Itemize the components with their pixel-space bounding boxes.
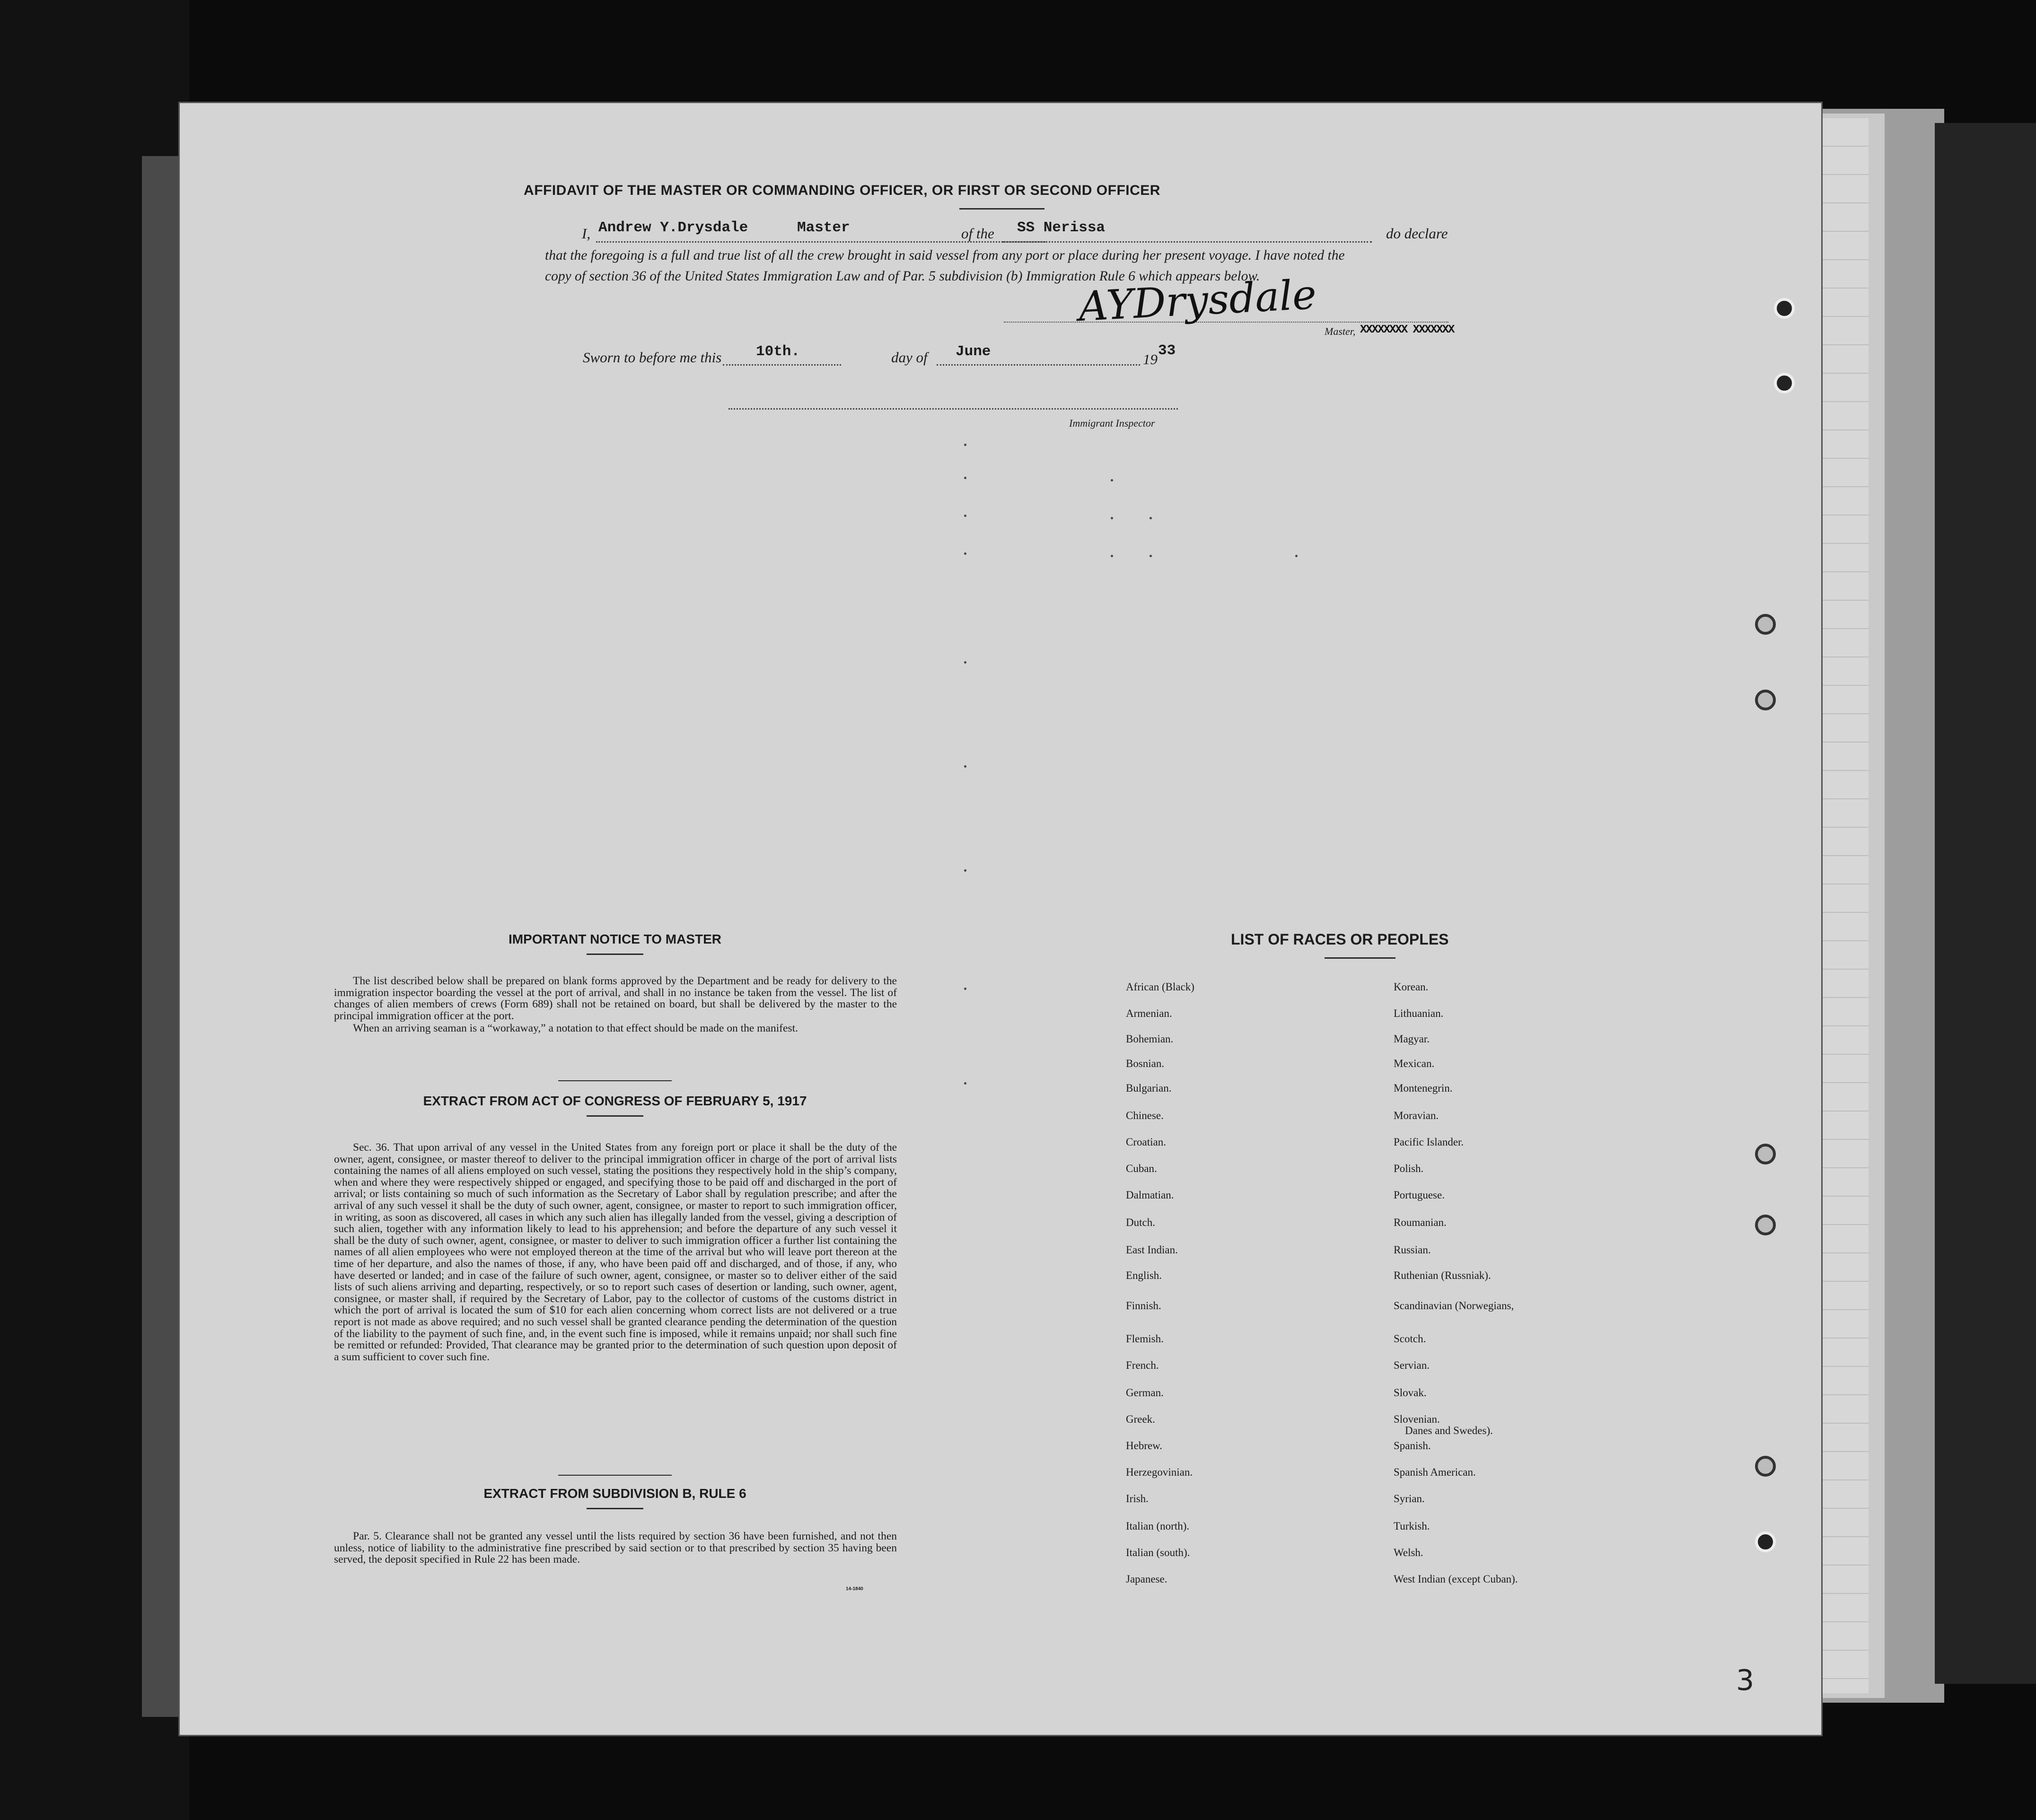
day-of-label: day of (891, 349, 928, 366)
race-entry: Slovak. (1394, 1387, 1427, 1399)
punch-hole (1755, 614, 1776, 635)
faint-mark (1295, 555, 1298, 557)
act-extract-rule (587, 1115, 643, 1117)
race-entry: Dalmatian. (1126, 1189, 1174, 1201)
race-entry: Slovenian. (1394, 1413, 1440, 1425)
race-entry: Servian. (1394, 1359, 1430, 1371)
affidavit-line-3: copy of section 36 of the United States Immigration Law and of Par. 5 subdivision (b) Immigration Rule 6 which appears below. (545, 269, 1260, 284)
punch-hole (1755, 1215, 1776, 1235)
races-rule (1325, 957, 1395, 959)
ledger-sheet-edge (1817, 118, 1869, 1693)
race-entry: Roumanian. (1394, 1216, 1447, 1228)
faint-mark (1111, 555, 1113, 557)
race-entry: German. (1126, 1387, 1164, 1399)
punch-hole (1755, 1531, 1776, 1552)
faint-mark (1111, 479, 1113, 481)
race-entry: Welsh. (1394, 1547, 1423, 1558)
race-entry: Bosnian. (1126, 1058, 1165, 1069)
race-entry: Dutch. (1126, 1216, 1155, 1228)
race-entry: Spanish American. (1394, 1466, 1476, 1478)
faint-mark (964, 869, 966, 872)
race-entry: Japanese. (1126, 1573, 1167, 1585)
sworn-day-line (723, 364, 841, 366)
race-entry: West Indian (except Cuban). (1394, 1573, 1518, 1585)
race-entry: Montenegrin. (1394, 1082, 1453, 1094)
race-entry: French. (1126, 1359, 1159, 1371)
race-entry: Italian (south). (1126, 1547, 1190, 1558)
affidavit-title: AFFIDAVIT OF THE MASTER OR COMMANDING OFFICER, OR FIRST OR SECOND OFFICER (524, 183, 1160, 198)
faint-mark (964, 477, 966, 479)
race-entry: Polish. (1394, 1163, 1424, 1174)
faint-mark (964, 765, 966, 768)
race-entry: Mexican. (1394, 1058, 1435, 1069)
year-suffix: 33 (1158, 342, 1176, 359)
section-36-text: Sec. 36. That upon arrival of any vessel in the United States from any foreign port or place it shall be the duty of the owner, agent, consignee, or master thereof to deliver to the principal immigration officer in charge of the port of arrival lists containing the names of all aliens employed on such vessel, stating the positions they respectively hold in the ship’s company, when and where they were respectively shipped or engaged, and specifying those to be paid off and discharged in the port of arrival; or lists containing so much of such information as the Secretary of Labor shall by regulation prescribe; and after the arrival of any such vessel it shall be the duty of such owner, agent, consignee, or master to report to such immigration officer, in writing, as soon as discovered, all cases in which any such alien has illegally landed from the vessel, giving a description of such alien, together with any information likely to lead to his apprehension; and before the departure of any such vessel it shall be the duty of such owner, agent, consignee, or master to deliver to such immigration officer a further list containing the names of all alien employees who were not employed thereon at the time of the arrival but who will leave port thereon at the time of her departure, and also the names of those, if any, who have been paid off and discharged, and of those, if any, who have deserted or landed; and in case of the failure of such owner, agent, consignee, or master so to deliver either of the said lists of such aliens arriving and departing, respectively, or so to report such cases of desertion or landing, such owner, agent, consignee, or master shall, if required by the Secretary of Labor, pay to the collector of customs of the customs district in which the port of arrival is located the sum of $10 for each alien concerning whom correct lists are not delivered or a true report is not made as above required; and no such vessel shall be granted clearance pending the determination of the question of the liability to the payment of such fine, and, in the event such fine is imposed, while it remains unpaid; nor shall such fine be remitted or refunded: Provided, That clearance may be granted prior to the determination of such question upon deposit of a sum sufficient to cover such fine. (334, 1141, 897, 1363)
races-title: LIST OF RACES OR PEOPLES (1231, 931, 1449, 948)
punch-hole (1774, 298, 1795, 319)
binder-right-edge (1935, 123, 2036, 1684)
inspector-signature-line (728, 408, 1178, 410)
do-declare-label: do declare (1386, 225, 1448, 242)
backing-sheet-left (142, 156, 180, 1717)
sworn-day: 10th. (756, 343, 800, 360)
race-entry: Moravian. (1394, 1110, 1439, 1121)
race-entry: Cuban. (1126, 1163, 1157, 1174)
race-entry: Portuguese. (1394, 1189, 1445, 1201)
race-entry: African (Black) (1126, 981, 1194, 993)
race-entry: Greek. (1126, 1413, 1155, 1425)
race-entry: Korean. (1394, 981, 1429, 993)
race-entry: Russian. (1394, 1244, 1431, 1256)
master-name: Andrew Y.Drysdale (598, 219, 748, 236)
title-rule (959, 208, 1044, 210)
of-the-label: of the (961, 225, 994, 242)
punch-hole (1755, 1456, 1776, 1477)
year-prefix: 19 (1143, 351, 1158, 368)
race-entry: Bulgarian. (1126, 1082, 1172, 1094)
race-entry: Hebrew. (1126, 1440, 1163, 1452)
affidavit-line-2: that the foregoing is a full and true list of all the crew brought in said vessel from any port or place during her present voyage. I have noted the (545, 248, 1345, 263)
manifest-page (180, 103, 1821, 1735)
race-entry: Flemish. (1126, 1333, 1164, 1345)
race-entry: Spanish. (1394, 1440, 1431, 1452)
faint-mark (964, 988, 966, 990)
struck-out-rank: XXXXXXXX XXXXXXX (1360, 324, 1454, 336)
race-entry: Magyar. (1394, 1033, 1430, 1045)
race-entry: Herzegovinian. (1126, 1466, 1193, 1478)
race-entry: Turkish. (1394, 1520, 1430, 1532)
punch-hole (1774, 373, 1795, 394)
par-5-text: Par. 5. Clearance shall not be granted any vessel until the lists required by section 36 have been furnished, and not then unless, notice of liability to the administrative fine prescribed by said section or to that prescribed by section 35 having been served, the deposit specified in Rule 22 has been made. (334, 1530, 897, 1566)
race-entry: Chinese. (1126, 1110, 1164, 1121)
faint-mark (964, 515, 966, 517)
race-entry: Irish. (1126, 1493, 1149, 1505)
race-entry: Ruthenian (Russniak). (1394, 1269, 1491, 1281)
affidavit-prefix: I, (582, 225, 591, 242)
rule-extract-rule (587, 1508, 643, 1509)
race-entry: Syrian. (1394, 1493, 1425, 1505)
notice-paragraph-1: The list described below shall be prepared on blank forms approved by the Department and be ready for delivery to the immigration inspector boarding the vessel at the port of arrival, and shall in no instance be taken from the vessel. The list of changes of alien members of crews (Form 689) shall not be retained on board, but shall be delivered by the master to the principal immigration officer at the port. (334, 975, 897, 1022)
master-rank: Master (797, 219, 850, 236)
race-entry: Pacific Islander. (1394, 1136, 1464, 1148)
master-label: Master, (1325, 325, 1356, 337)
sworn-month: June (956, 343, 991, 360)
race-entry: East Indian. (1126, 1244, 1178, 1256)
faint-mark (1111, 517, 1113, 519)
sworn-month-line (937, 364, 1140, 366)
act-end-rule (558, 1475, 672, 1476)
race-entry: English. (1126, 1269, 1162, 1281)
race-entry: Italian (north). (1126, 1520, 1190, 1532)
faint-mark (964, 444, 966, 446)
faint-mark (964, 552, 966, 555)
race-entry: Scandinavian (Norwegians, (1394, 1300, 1514, 1312)
master-signature: AYDrysdale (1077, 271, 1318, 331)
faint-mark (964, 1082, 966, 1085)
notice-rule (587, 954, 643, 955)
faint-mark (1150, 517, 1152, 519)
act-extract-title: EXTRACT FROM ACT OF CONGRESS OF FEBRUARY 5, 1917 (423, 1094, 807, 1108)
race-entry: Finnish. (1126, 1300, 1161, 1312)
pencil-page-number: 3 (1736, 1664, 1755, 1697)
notice-paragraph-2: When an arriving seaman is a “workaway,” a notation to that effect should be made on the manifest. (353, 1022, 798, 1034)
rule-extract-title: EXTRACT FROM SUBDIVISION B, RULE 6 (483, 1486, 746, 1501)
vessel-name: SS Nerissa (1017, 219, 1106, 236)
race-entry: Lithuanian. (1394, 1007, 1444, 1019)
notice-end-rule (558, 1080, 672, 1081)
punch-hole (1755, 1144, 1776, 1164)
notice-title: IMPORTANT NOTICE TO MASTER (508, 932, 722, 946)
vessel-field-line (1003, 241, 1372, 243)
sworn-prefix: Sworn to before me this (583, 349, 722, 366)
race-entry: Croatian. (1126, 1136, 1166, 1148)
race-entry: Armenian. (1126, 1007, 1172, 1019)
faint-mark (964, 661, 966, 664)
punch-hole (1755, 690, 1776, 710)
inspector-label: Immigrant Inspector (1069, 417, 1155, 429)
form-number: 14-1840 (846, 1586, 863, 1592)
faint-mark (1150, 555, 1152, 557)
race-entry: Scotch. (1394, 1333, 1426, 1345)
race-entry: Bohemian. (1126, 1033, 1174, 1045)
race-entry-continued: Danes and Swedes). (1405, 1425, 1493, 1436)
